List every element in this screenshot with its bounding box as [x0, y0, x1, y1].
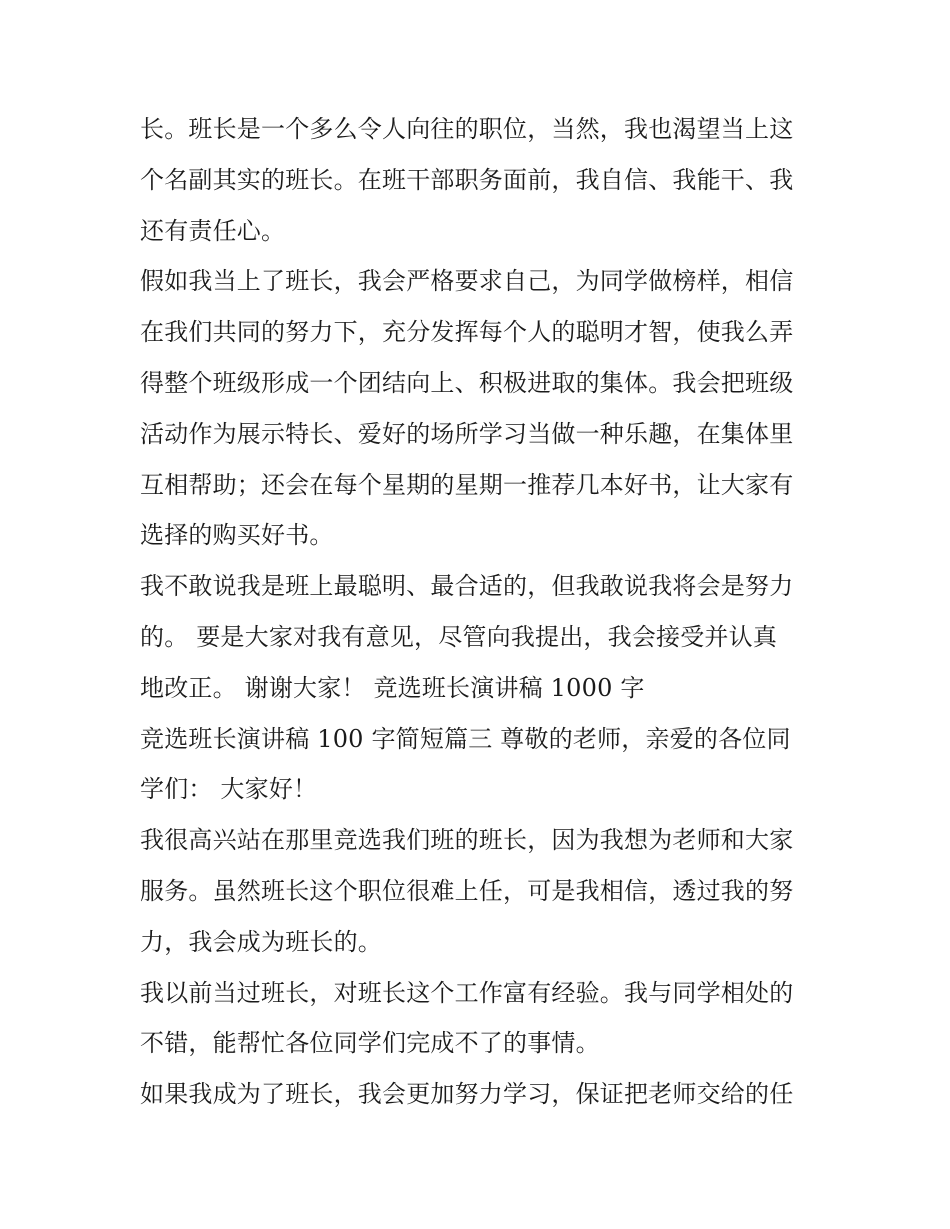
- text-line: 学们： 大家好！: [140, 775, 318, 804]
- document-body: [140, 104, 820, 1120]
- text-line: 还有责任心。: [140, 216, 286, 245]
- text-line: 如果我成为了班长，我会更加努力学习，保证把老师交给的任: [140, 1080, 794, 1109]
- text-line: 互相帮助；还会在每个星期的星期一推荐几本好书，让大家有: [140, 470, 794, 499]
- text-line: 长。班长是一个多么令人向往的职位，当然，我也渴望当上这: [140, 115, 794, 143]
- text-line: 个名副其实的班长。在班干部职务面前，我自信、我能干、我: [140, 165, 794, 194]
- text-line: 我以前当过班长，对班长这个工作富有经验。我与同学相处的: [140, 978, 794, 1007]
- text-line: 在我们共同的努力下，充分发挥每个人的聪明才智，使我么弄: [140, 318, 794, 347]
- text-line: 服务。虽然班长这个职位很难上任，可是我相信，透过我的努: [140, 876, 794, 905]
- text-line: 得整个班级形成一个团结向上、积极进取的集体。我会把班级: [140, 368, 794, 397]
- text-line: 地改正。 谢谢大家！ 竞选班长演讲稿 1000 字: [140, 673, 645, 702]
- text-line: 力，我会成为班长的。: [140, 927, 382, 956]
- text-line: 假如我当上了班长，我会严格要求自己，为同学做榜样，相信: [140, 267, 794, 296]
- text-line: 竞选班长演讲稿 100 字简短篇三 尊敬的老师，亲爱的各位同: [140, 724, 791, 753]
- text-line: 的。 要是大家对我有意见，尽管向我提出，我会接受并认真: [140, 622, 778, 651]
- text-line: 不错，能帮忙各位同学们完成不了的事情。: [140, 1029, 600, 1058]
- text-line: 选择的购买好书。: [140, 521, 334, 550]
- text-line: 我很高兴站在那里竞选我们班的班长，因为我想为老师和大家: [140, 826, 794, 855]
- text-line: 我不敢说我是班上最聪明、最合适的，但我敢说我将会是努力: [140, 572, 794, 601]
- text-line: 活动作为展示特长、爱好的场所学习当做一种乐趣，在集体里: [140, 419, 794, 448]
